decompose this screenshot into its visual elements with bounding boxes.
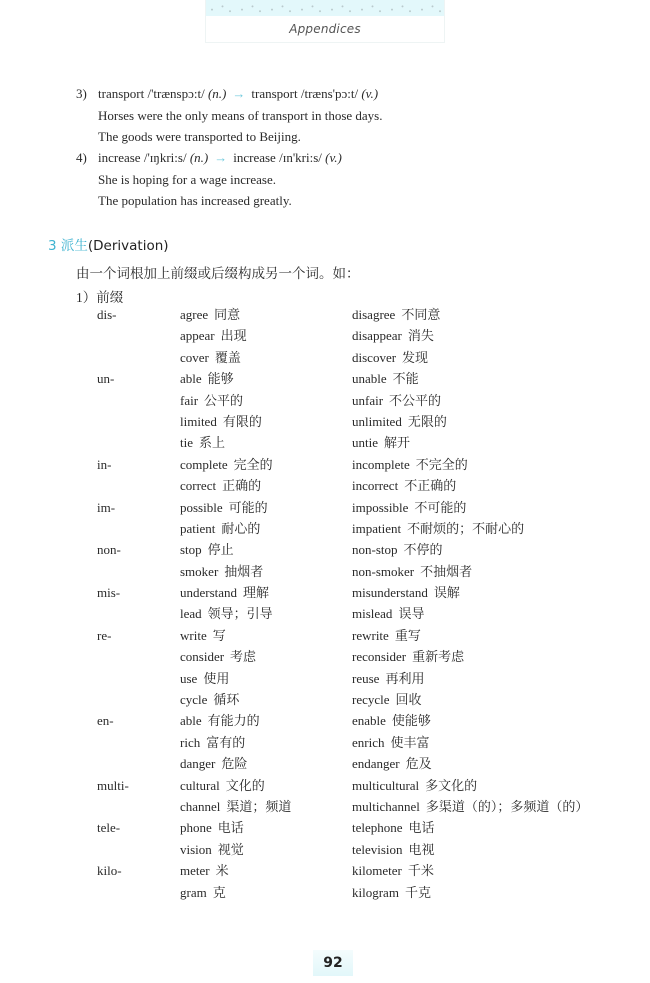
derived-word-cell <box>352 839 435 860</box>
base-word-cell <box>180 454 273 475</box>
derived-word: incorrect <box>352 478 399 494</box>
base-word-cell <box>180 390 243 411</box>
derived-word-cell <box>352 390 441 411</box>
derived-word: kilogram <box>352 884 399 900</box>
example-sentence: The population has increased greatly. <box>98 193 292 208</box>
noun-ipa: /'trænspɔ:t/ <box>147 86 205 101</box>
base-meaning: 富有的 <box>206 734 246 750</box>
arrow-icon: → <box>232 86 246 101</box>
base-word-cell <box>180 304 240 325</box>
derived-word: recycle <box>352 692 390 708</box>
derived-word: telephone <box>352 820 403 836</box>
derived-meaning: 多文化的 <box>425 777 478 793</box>
base-meaning: 视觉 <box>217 841 244 857</box>
base-word-cell <box>180 582 269 603</box>
derived-word-cell <box>352 860 434 881</box>
base-word: smoker <box>180 563 219 579</box>
subsection-heading: 1）前缀 <box>76 290 124 305</box>
derived-word: incomplete <box>352 456 410 472</box>
base-meaning: 停止 <box>207 542 234 558</box>
derived-word-cell <box>352 603 424 624</box>
base-meaning: 危险 <box>221 756 248 772</box>
derived-word: impatient <box>352 520 402 536</box>
derived-word-cell <box>352 775 477 796</box>
derived-word-cell <box>352 325 434 346</box>
derived-meaning: 电话 <box>408 820 435 836</box>
example-number: 3) <box>76 86 87 101</box>
derived-word: discover <box>352 349 397 365</box>
derived-meaning: 危及 <box>405 756 432 772</box>
derived-meaning: 不停的 <box>403 542 443 558</box>
derived-word-cell <box>352 625 421 646</box>
derived-meaning: 无限的 <box>407 413 447 429</box>
base-word-cell <box>180 475 261 496</box>
base-word-cell <box>180 732 245 753</box>
prefix-cell: tele- <box>97 820 121 836</box>
derived-word-cell <box>352 796 588 817</box>
derived-word-cell <box>352 475 456 496</box>
base-meaning: 同意 <box>214 307 241 322</box>
base-word: cultural <box>180 777 220 793</box>
derived-word-cell <box>352 582 460 603</box>
derived-word-cell <box>352 368 419 389</box>
base-word-cell <box>180 368 234 389</box>
derived-meaning: 千米 <box>407 863 434 879</box>
base-word-cell <box>180 539 234 560</box>
derived-word: multicultural <box>352 777 420 793</box>
example-headword-line <box>76 83 383 105</box>
noun-word: increase <box>98 150 141 165</box>
noun-pos: (n.) <box>207 86 227 101</box>
derived-word: kilometer <box>352 863 402 879</box>
base-word-cell <box>180 689 239 710</box>
base-word: understand <box>180 585 238 601</box>
base-word-cell <box>180 497 268 518</box>
base-meaning: 覆盖 <box>214 349 241 365</box>
base-word-cell <box>180 882 226 903</box>
base-word: able <box>180 371 202 387</box>
derived-word: mislead <box>352 606 393 622</box>
derived-word: television <box>352 841 403 857</box>
base-meaning: 有能力的 <box>207 713 260 729</box>
example-item-3 <box>76 83 383 148</box>
base-word: appear <box>180 328 215 344</box>
base-word: limited <box>180 413 217 429</box>
derived-meaning: 不完全的 <box>415 456 468 472</box>
derived-meaning: 解开 <box>384 435 411 451</box>
example-sentence: She is hoping for a wage increase. <box>98 171 276 187</box>
derived-word-cell <box>352 882 431 903</box>
derived-word: multichannel <box>352 798 420 814</box>
prefix-cell: re- <box>97 627 112 643</box>
derived-word: reuse <box>352 670 380 686</box>
base-word: patient <box>180 520 216 536</box>
prefix-cell: multi- <box>97 777 129 793</box>
base-meaning: 写 <box>212 627 226 643</box>
base-word-cell <box>180 411 262 432</box>
derived-word-cell <box>352 411 447 432</box>
base-meaning: 考虑 <box>230 649 257 665</box>
example-number: 4) <box>76 150 87 165</box>
base-word: stop <box>180 542 202 558</box>
base-word-cell <box>180 860 229 881</box>
base-meaning: 克 <box>212 884 226 900</box>
verb-ipa: /træns'pɔ:t/ <box>300 86 359 101</box>
base-meaning: 领导；引导 <box>207 606 273 622</box>
derived-word: endanger <box>352 756 400 772</box>
base-meaning: 使用 <box>203 670 230 686</box>
base-word: channel <box>180 798 221 814</box>
base-word-cell <box>180 796 291 817</box>
base-word-cell <box>180 518 260 539</box>
derived-word: non-stop <box>352 542 398 558</box>
running-header <box>205 0 445 43</box>
derived-meaning: 不能 <box>392 371 419 387</box>
derived-meaning: 发现 <box>402 349 429 365</box>
base-meaning: 渠道；频道 <box>226 798 292 814</box>
derived-meaning: 不可能的 <box>414 499 467 515</box>
base-word: lead <box>180 606 202 622</box>
base-word: write <box>180 627 207 643</box>
derived-word-cell <box>352 753 432 774</box>
base-meaning: 出现 <box>220 328 247 344</box>
noun-pos: (n.) <box>189 150 209 165</box>
derived-word-cell <box>352 539 443 560</box>
base-meaning: 耐心的 <box>221 520 261 536</box>
section-heading <box>48 234 169 254</box>
derived-word: untie <box>352 435 378 451</box>
arrow-icon: → <box>214 150 228 165</box>
noun-ipa: /'ɪŋkri:s/ <box>143 150 187 165</box>
derived-meaning: 不耐烦的；不耐心的 <box>407 520 525 536</box>
base-meaning: 完全的 <box>233 456 273 472</box>
derived-word-cell <box>352 668 424 689</box>
base-word: meter <box>180 863 210 879</box>
derived-word-cell <box>352 646 464 667</box>
header-decoration <box>206 0 444 16</box>
derived-word-cell <box>352 304 440 325</box>
derived-word: enable <box>352 713 386 729</box>
derived-meaning: 误导 <box>398 606 425 622</box>
derived-word: unfair <box>352 392 384 408</box>
prefix-cell: un- <box>97 371 115 387</box>
example-headword-line <box>76 147 342 169</box>
intro-text: 由一个词根加上前缀或后缀构成另一个词。如： <box>76 266 360 281</box>
base-meaning: 理解 <box>243 585 270 601</box>
header-title: Appendices <box>289 22 361 36</box>
derived-word: misunderstand <box>352 585 428 601</box>
derived-meaning: 不公平的 <box>389 392 442 408</box>
base-word: gram <box>180 884 207 900</box>
base-meaning: 有限的 <box>222 413 262 429</box>
base-word: rich <box>180 734 201 750</box>
derived-meaning: 消失 <box>407 328 434 344</box>
base-meaning: 正确的 <box>222 478 262 494</box>
base-word: correct <box>180 478 217 494</box>
section-title-zh: 派生 <box>60 238 88 254</box>
verb-word: transport <box>251 86 298 101</box>
derived-meaning: 千克 <box>404 884 431 900</box>
derived-meaning: 误解 <box>433 585 460 601</box>
prefix-cell: im- <box>97 499 116 515</box>
derived-word: impossible <box>352 499 409 515</box>
derived-word: unable <box>352 371 387 387</box>
derived-meaning: 不抽烟者 <box>420 563 473 579</box>
base-word-cell <box>180 603 273 624</box>
base-word: complete <box>180 456 228 472</box>
derived-meaning: 重写 <box>394 627 421 643</box>
derived-word-cell <box>352 497 466 518</box>
base-word: vision <box>180 841 212 857</box>
derived-meaning: 电视 <box>408 841 435 857</box>
noun-word: transport <box>98 86 145 101</box>
base-meaning: 可能的 <box>228 499 268 515</box>
derived-word-cell <box>352 432 410 453</box>
base-word-cell <box>180 839 244 860</box>
base-meaning: 电话 <box>217 820 244 836</box>
derived-word-cell <box>352 347 428 368</box>
derived-meaning: 多渠道（的）；多频道（的） <box>425 798 589 814</box>
derived-meaning: 回收 <box>395 692 422 708</box>
derived-word: unlimited <box>352 413 402 429</box>
prefix-cell: mis- <box>97 585 121 601</box>
base-word-cell <box>180 625 226 646</box>
base-word-cell <box>180 646 256 667</box>
derived-word: disappear <box>352 328 402 344</box>
prefix-cell: non- <box>97 542 121 558</box>
example-sentence: Horses were the only means of transport in those days. <box>98 107 383 123</box>
page-number: 92 <box>313 950 353 976</box>
base-word: fair <box>180 392 199 408</box>
base-meaning: 米 <box>215 863 229 879</box>
derived-word-cell <box>352 817 435 838</box>
base-meaning: 公平的 <box>204 392 244 408</box>
derived-word-cell <box>352 561 472 582</box>
base-word: able <box>180 713 202 729</box>
section-title-en: (Derivation) <box>87 238 169 254</box>
base-meaning: 能够 <box>207 371 234 387</box>
base-word-cell <box>180 817 244 838</box>
prefix-cell: en- <box>97 713 114 729</box>
derived-word: disagree <box>352 307 396 322</box>
derived-meaning: 重新考虑 <box>412 649 465 665</box>
derived-word: non-smoker <box>352 563 415 579</box>
prefix-cell: in- <box>97 456 112 472</box>
verb-pos: (v.) <box>361 86 379 101</box>
example-sentence: The goods were transported to Beijing. <box>98 129 301 144</box>
base-word-cell <box>180 753 247 774</box>
verb-ipa: /ɪn'kri:s/ <box>279 150 322 165</box>
base-meaning: 系上 <box>199 435 226 451</box>
prefix-cell: dis- <box>97 307 117 322</box>
derived-word-cell <box>352 689 422 710</box>
derived-word: enrich <box>352 734 385 750</box>
base-meaning: 循环 <box>213 692 240 708</box>
verb-word: increase <box>233 150 276 165</box>
base-word-cell <box>180 325 247 346</box>
base-word-cell <box>180 668 229 689</box>
base-word: consider <box>180 649 225 665</box>
base-word: phone <box>180 820 212 836</box>
section-number: 3 <box>48 238 57 254</box>
example-item-4 <box>76 147 342 212</box>
derived-word-cell <box>352 518 524 539</box>
derived-meaning: 使能够 <box>391 713 431 729</box>
prefix-cell: kilo- <box>97 863 122 879</box>
derived-word-cell <box>352 454 468 475</box>
base-meaning: 文化的 <box>225 777 265 793</box>
verb-pos: (v.) <box>325 150 342 165</box>
derived-meaning: 再利用 <box>385 670 425 686</box>
base-word-cell <box>180 561 263 582</box>
base-word: tie <box>180 435 193 451</box>
derived-word-cell <box>352 710 431 731</box>
base-word: cover <box>180 349 209 365</box>
base-word: possible <box>180 499 223 515</box>
derived-meaning: 使丰富 <box>390 734 430 750</box>
derived-word: rewrite <box>352 627 389 643</box>
base-meaning: 抽烟者 <box>224 563 264 579</box>
base-word: cycle <box>180 692 208 708</box>
base-word-cell <box>180 775 265 796</box>
derived-meaning: 不正确的 <box>404 478 457 494</box>
base-word-cell <box>180 432 225 453</box>
base-word-cell <box>180 710 260 731</box>
derived-word-cell <box>352 732 430 753</box>
base-word: agree <box>180 307 209 322</box>
derived-meaning: 不同意 <box>401 307 441 322</box>
base-word: danger <box>180 756 216 772</box>
base-word-cell <box>180 347 241 368</box>
base-word: use <box>180 670 198 686</box>
derived-word: reconsider <box>352 649 407 665</box>
